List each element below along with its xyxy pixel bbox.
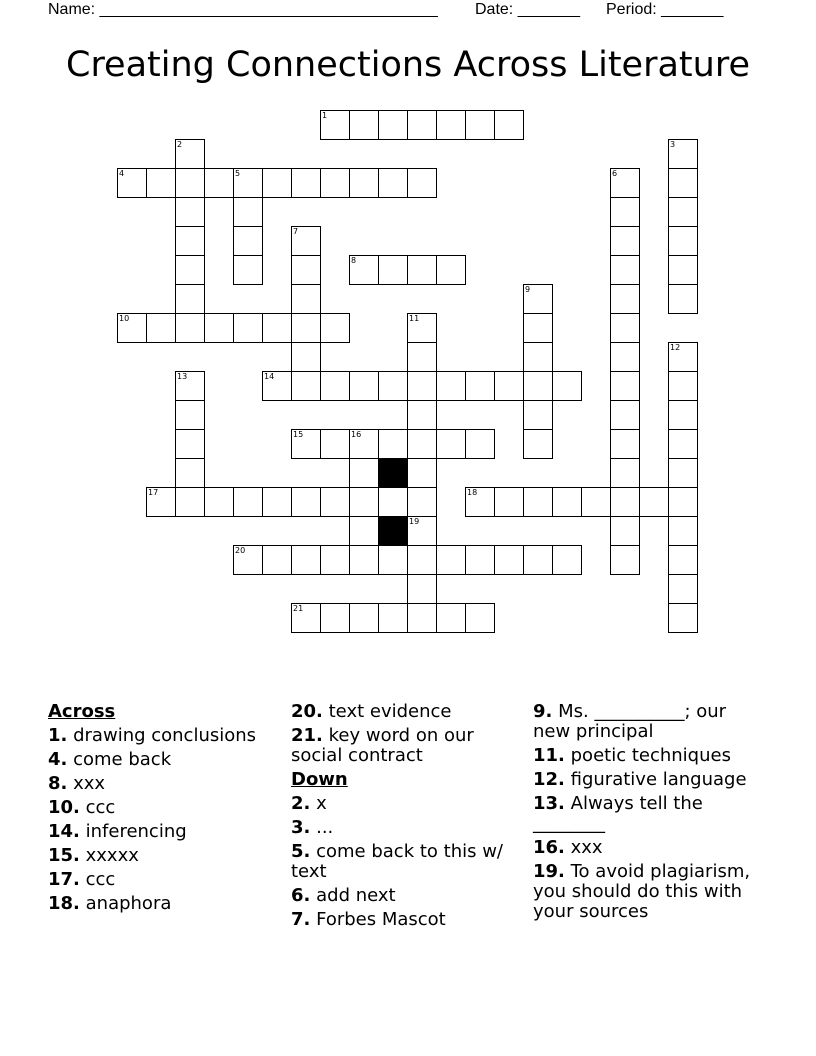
crossword-cell[interactable] [320, 110, 350, 140]
clue-number: 18. [48, 893, 80, 914]
crossword-cell[interactable] [349, 429, 379, 459]
clue-number: 20. [291, 701, 323, 722]
crossword-cell[interactable] [407, 168, 437, 198]
cell-number: 12 [670, 343, 681, 352]
down-clue [291, 818, 521, 838]
crossword-cell[interactable] [610, 226, 640, 256]
crossword-cell[interactable] [407, 458, 437, 488]
cell-number: 4 [119, 169, 125, 178]
crossword-cell[interactable] [668, 545, 698, 575]
crossword-cell[interactable] [349, 110, 379, 140]
crossword-cell[interactable] [349, 516, 379, 546]
crossword-cell[interactable] [436, 371, 466, 401]
crossword-cell[interactable] [407, 342, 437, 372]
crossword-cell[interactable] [668, 603, 698, 633]
crossword-cell[interactable] [668, 574, 698, 604]
crossword-cell[interactable] [291, 284, 321, 314]
crossword-cell[interactable] [262, 545, 292, 575]
crossword-cell[interactable] [465, 545, 495, 575]
crossword-cell[interactable] [407, 603, 437, 633]
crossword-cell[interactable] [320, 371, 350, 401]
crossword-cell[interactable] [494, 110, 524, 140]
cell-number: 2 [177, 140, 183, 149]
crossword-cell[interactable] [436, 603, 466, 633]
cell-number: 11 [409, 314, 420, 323]
crossword-cell[interactable] [407, 400, 437, 430]
crossword-cell[interactable] [175, 284, 205, 314]
crossword-cell[interactable] [204, 487, 234, 517]
crossword-cell[interactable] [436, 255, 466, 285]
crossword-cell[interactable] [378, 168, 408, 198]
crossword-cell[interactable] [523, 284, 553, 314]
clue-text: come back to this w/ text [291, 841, 503, 882]
date-field[interactable]: Date: _______ [475, 1, 580, 18]
clue-number: 3. [291, 817, 311, 838]
crossword-cell[interactable] [117, 168, 147, 198]
crossword-cell[interactable] [610, 516, 640, 546]
crossword-cell[interactable] [291, 342, 321, 372]
crossword-cell[interactable] [407, 313, 437, 343]
across-clue [48, 726, 278, 746]
down-clue [291, 910, 521, 930]
down-clue [291, 842, 521, 882]
crossword-cell[interactable] [610, 342, 640, 372]
crossword-cell[interactable] [291, 226, 321, 256]
crossword-black-cell [378, 458, 408, 488]
crossword-cell[interactable] [610, 371, 640, 401]
crossword-cell[interactable] [668, 255, 698, 285]
name-field[interactable]: Name: ______________________________________ [48, 1, 438, 18]
crossword-cell[interactable] [262, 168, 292, 198]
crossword-cell[interactable] [581, 487, 611, 517]
crossword-cell[interactable] [610, 284, 640, 314]
crossword-cell[interactable] [523, 545, 553, 575]
crossword-cell[interactable] [552, 487, 582, 517]
across-clue [48, 750, 278, 770]
crossword-cell[interactable] [320, 429, 350, 459]
crossword-cell[interactable] [175, 197, 205, 227]
across-clue [48, 774, 278, 794]
crossword-cell[interactable] [465, 603, 495, 633]
crossword-cell[interactable] [175, 313, 205, 343]
crossword-cell[interactable] [262, 371, 292, 401]
clue-number: 17. [48, 869, 80, 890]
clue-number: 8. [48, 773, 68, 794]
clue-number: 2. [291, 793, 311, 814]
across-clue [48, 798, 278, 818]
clue-number: 5. [291, 841, 311, 862]
crossword-cell[interactable] [175, 226, 205, 256]
crossword-cell[interactable] [465, 487, 495, 517]
crossword-cell[interactable] [639, 487, 669, 517]
crossword-cell[interactable] [175, 400, 205, 430]
crossword-cell[interactable] [146, 487, 176, 517]
crossword-cell[interactable] [668, 458, 698, 488]
clue-number: 6. [291, 885, 311, 906]
crossword-cell[interactable] [407, 545, 437, 575]
clue-text: x [316, 793, 327, 814]
clue-text: Ms. __________; our new principal [533, 701, 727, 742]
clue-text: add next [316, 885, 396, 906]
clue-number: 12. [533, 769, 565, 790]
cell-number: 13 [177, 372, 188, 381]
crossword-cell[interactable] [204, 313, 234, 343]
crossword-cell[interactable] [407, 516, 437, 546]
crossword-cell[interactable] [291, 168, 321, 198]
crossword-cell[interactable] [320, 603, 350, 633]
crossword-cell[interactable] [378, 545, 408, 575]
crossword-cell[interactable] [175, 429, 205, 459]
crossword-cell[interactable] [407, 574, 437, 604]
crossword-cell[interactable] [233, 197, 263, 227]
crossword-cell[interactable] [291, 371, 321, 401]
crossword-cell[interactable] [349, 458, 379, 488]
crossword-cell[interactable] [523, 487, 553, 517]
clue-number: 14. [48, 821, 80, 842]
across-clue [291, 726, 521, 766]
clue-number: 10. [48, 797, 80, 818]
crossword-cell[interactable] [407, 255, 437, 285]
crossword-cell[interactable] [320, 545, 350, 575]
crossword-cell[interactable] [175, 487, 205, 517]
crossword-cell[interactable] [494, 545, 524, 575]
down-clue [291, 794, 521, 814]
crossword-cell[interactable] [523, 342, 553, 372]
clue-text: ccc [85, 797, 116, 818]
clue-text: xxx [73, 773, 106, 794]
cell-number: 7 [293, 227, 299, 236]
crossword-cell[interactable] [610, 545, 640, 575]
clue-number: 4. [48, 749, 68, 770]
down-clue [533, 746, 763, 766]
clue-text: Always tell the ________ [533, 793, 703, 834]
clue-number: 13. [533, 793, 565, 814]
cell-number: 1 [322, 111, 328, 120]
crossword-cell[interactable] [465, 429, 495, 459]
crossword-cell[interactable] [668, 197, 698, 227]
crossword-cell[interactable] [349, 603, 379, 633]
crossword-cell[interactable] [668, 284, 698, 314]
crossword-cell[interactable] [320, 168, 350, 198]
crossword-cell[interactable] [175, 139, 205, 169]
across-clue [48, 846, 278, 866]
down-clue [533, 770, 763, 790]
crossword-cell[interactable] [523, 371, 553, 401]
crossword-cell[interactable] [610, 255, 640, 285]
cell-number: 5 [235, 169, 241, 178]
crossword-cell[interactable] [175, 255, 205, 285]
crossword-cell[interactable] [407, 429, 437, 459]
down-clue [533, 862, 763, 922]
crossword-cell[interactable] [465, 371, 495, 401]
clue-number: 16. [533, 837, 565, 858]
crossword-cell[interactable] [233, 226, 263, 256]
crossword-cell[interactable] [436, 110, 466, 140]
cell-number: 14 [264, 372, 275, 381]
across-clue [48, 894, 278, 914]
cell-number: 17 [148, 488, 159, 497]
crossword-cell[interactable] [378, 487, 408, 517]
clues-column-2 [291, 702, 521, 934]
crossword-cell[interactable] [146, 313, 176, 343]
crossword-cell[interactable] [436, 429, 466, 459]
crossword-cell[interactable] [320, 313, 350, 343]
crossword-cell[interactable] [233, 545, 263, 575]
crossword-cell[interactable] [668, 168, 698, 198]
clue-text: anaphora [85, 893, 172, 914]
crossword-cell[interactable] [291, 487, 321, 517]
crossword-cell[interactable] [175, 458, 205, 488]
crossword-cell[interactable] [175, 168, 205, 198]
crossword-cell[interactable] [523, 429, 553, 459]
down-clue [291, 886, 521, 906]
crossword-cell[interactable] [349, 168, 379, 198]
cell-number: 3 [670, 140, 676, 149]
crossword-cell[interactable] [291, 603, 321, 633]
crossword-cell[interactable] [146, 168, 176, 198]
crossword-cell[interactable] [204, 168, 234, 198]
crossword-cell[interactable] [378, 110, 408, 140]
crossword-cell[interactable] [552, 545, 582, 575]
across-clue [48, 870, 278, 890]
down-heading: Down [291, 769, 348, 790]
clue-number: 21. [291, 725, 323, 746]
clue-number: 9. [533, 701, 553, 722]
clue-text: text evidence [328, 701, 452, 722]
crossword-cell[interactable] [523, 400, 553, 430]
crossword-cell[interactable] [233, 313, 263, 343]
across-clue [48, 822, 278, 842]
crossword-cell[interactable] [233, 255, 263, 285]
crossword-cell[interactable] [610, 458, 640, 488]
cell-number: 9 [525, 285, 531, 294]
down-clue [533, 838, 763, 858]
crossword-cell[interactable] [668, 400, 698, 430]
crossword-cell[interactable] [175, 371, 205, 401]
crossword-cell[interactable] [523, 313, 553, 343]
crossword-cell[interactable] [291, 255, 321, 285]
cell-number: 19 [409, 517, 420, 526]
cell-number: 18 [467, 488, 478, 497]
cell-number: 16 [351, 430, 362, 439]
crossword-cell[interactable] [610, 400, 640, 430]
crossword-cell[interactable] [378, 429, 408, 459]
crossword-cell[interactable] [494, 487, 524, 517]
crossword-cell[interactable] [378, 255, 408, 285]
clue-number: 19. [533, 861, 565, 882]
clue-text: key word on our social contract [291, 725, 474, 766]
crossword-cell[interactable] [407, 110, 437, 140]
crossword-cell[interactable] [610, 313, 640, 343]
clue-text: ccc [85, 869, 116, 890]
crossword-cell[interactable] [233, 487, 263, 517]
cell-number: 15 [293, 430, 304, 439]
crossword-cell[interactable] [494, 371, 524, 401]
crossword-cell[interactable] [349, 371, 379, 401]
cell-number: 6 [612, 169, 618, 178]
crossword-cell[interactable] [610, 487, 640, 517]
clues-column-1 [48, 702, 278, 918]
clue-number: 15. [48, 845, 80, 866]
cell-number: 20 [235, 546, 246, 555]
clue-text: xxxxx [85, 845, 139, 866]
crossword-cell[interactable] [407, 371, 437, 401]
clue-number: 11. [533, 745, 565, 766]
crossword-cell[interactable] [668, 487, 698, 517]
page-title: Creating Connections Across Literature [66, 45, 750, 85]
crossword-cell[interactable] [668, 226, 698, 256]
crossword-cell[interactable] [291, 545, 321, 575]
crossword-cell[interactable] [668, 139, 698, 169]
crossword-cell[interactable] [117, 313, 147, 343]
crossword-cell[interactable] [262, 487, 292, 517]
crossword-cell[interactable] [378, 603, 408, 633]
crossword-cell[interactable] [668, 371, 698, 401]
crossword-black-cell [378, 516, 408, 546]
crossword-cell[interactable] [320, 487, 350, 517]
crossword-cell[interactable] [668, 516, 698, 546]
crossword-cell[interactable] [610, 168, 640, 198]
crossword-cell[interactable] [436, 545, 466, 575]
crossword-cell[interactable] [291, 313, 321, 343]
cell-number: 21 [293, 604, 304, 613]
down-clue [533, 794, 763, 834]
clue-text: To avoid plagiarism, you should do this with your sources [533, 861, 751, 922]
clue-number: 7. [291, 909, 311, 930]
clue-text: figurative language [570, 769, 747, 790]
crossword-cell[interactable] [349, 255, 379, 285]
crossword-cell[interactable] [378, 371, 408, 401]
clues-column-3 [533, 702, 763, 926]
clue-number: 1. [48, 725, 68, 746]
crossword-cell[interactable] [552, 371, 582, 401]
down-clue [533, 702, 763, 742]
crossword-cell[interactable] [610, 197, 640, 227]
clue-text: xxx [570, 837, 603, 858]
crossword-cell[interactable] [407, 487, 437, 517]
clue-text: drawing conclusions [73, 725, 257, 746]
crossword-cell[interactable] [668, 429, 698, 459]
cell-number: 8 [351, 256, 357, 265]
crossword-cell[interactable] [465, 110, 495, 140]
crossword-cell[interactable] [349, 487, 379, 517]
crossword-cell[interactable] [291, 429, 321, 459]
cell-number: 10 [119, 314, 130, 323]
clue-text: Forbes Mascot [316, 909, 446, 930]
clue-text: come back [73, 749, 172, 770]
crossword-cell[interactable] [610, 429, 640, 459]
crossword-cell[interactable] [668, 342, 698, 372]
clue-text: inferencing [85, 821, 187, 842]
crossword-cell[interactable] [233, 168, 263, 198]
crossword-cell[interactable] [349, 545, 379, 575]
clue-text: poetic techniques [570, 745, 731, 766]
clue-text: ... [316, 817, 334, 838]
crossword-cell[interactable] [262, 313, 292, 343]
across-heading: Across [48, 701, 116, 722]
across-clue [291, 702, 521, 722]
period-field[interactable]: Period: _______ [606, 1, 724, 18]
